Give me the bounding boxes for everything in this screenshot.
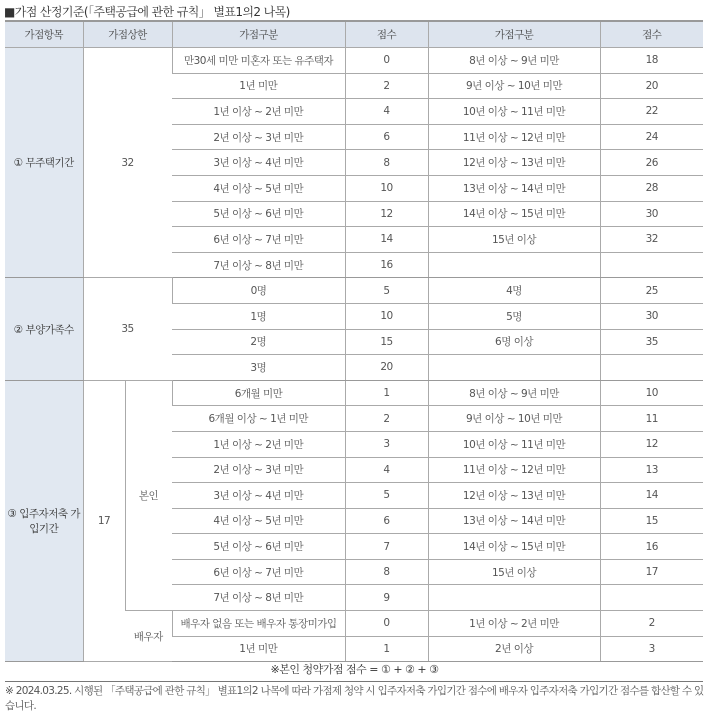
score-cell: 8 — [345, 150, 428, 176]
criteria-cell: 1년 이상 ~ 2년 미만 — [172, 431, 345, 457]
header-row — [5, 21, 703, 48]
score-2-cell: 25 — [600, 278, 703, 304]
criteria-2-cell: 15년 이상 — [428, 227, 600, 253]
criteria-2-cell: 9년 이상 ~ 10년 미만 — [428, 73, 600, 99]
table-row — [5, 278, 703, 304]
criteria-2-cell: 13년 이상 ~ 14년 미만 — [428, 175, 600, 201]
max-score: 17 — [83, 380, 125, 662]
criteria-cell: 2년 이상 ~ 3년 미만 — [172, 457, 345, 483]
score-2-cell: 30 — [600, 201, 703, 227]
header-criteria-2: 가점구분 — [428, 21, 600, 48]
criteria-2-cell: 5명 — [428, 303, 600, 329]
criteria-2-cell: 14년 이상 ~ 15년 미만 — [428, 534, 600, 560]
criteria-2-cell — [428, 252, 600, 278]
criteria-cell: 배우자 없음 또는 배우자 통장미가입 — [172, 611, 345, 637]
score-2-cell: 2 — [600, 611, 703, 637]
score-2-cell: 16 — [600, 534, 703, 560]
score-cell: 9 — [345, 585, 428, 611]
score-cell: 8 — [345, 559, 428, 585]
criteria-2-cell: 10년 이상 ~ 11년 미만 — [428, 431, 600, 457]
criteria-cell: 6년 이상 ~ 7년 미만 — [172, 559, 345, 585]
score-2-cell: 35 — [600, 329, 703, 355]
criteria-cell: 3년 이상 ~ 4년 미만 — [172, 150, 345, 176]
score-2-cell: 17 — [600, 559, 703, 585]
score-cell: 10 — [345, 303, 428, 329]
category-homeless-period: ① 무주택기간 — [5, 48, 83, 278]
formula: ※본인 청약가점 점수 = ① + ② + ③ — [270, 663, 439, 676]
criteria-cell: 1년 미만 — [172, 73, 345, 99]
score-cell: 15 — [345, 329, 428, 355]
score-cell: 0 — [345, 611, 428, 637]
criteria-2-cell: 1년 이상 ~ 2년 미만 — [428, 611, 600, 637]
criteria-cell: 0명 — [172, 278, 345, 304]
score-2-cell: 15 — [600, 508, 703, 534]
score-2-cell: 3 — [600, 636, 703, 662]
score-2-cell: 30 — [600, 303, 703, 329]
score-cell: 7 — [345, 534, 428, 560]
criteria-2-cell: 8년 이상 ~ 9년 미만 — [428, 48, 600, 74]
criteria-cell: 7년 이상 ~ 8년 미만 — [172, 252, 345, 278]
criteria-2-cell: 14년 이상 ~ 15년 미만 — [428, 201, 600, 227]
criteria-cell: 3년 이상 ~ 4년 미만 — [172, 483, 345, 509]
criteria-cell: 4년 이상 ~ 5년 미만 — [172, 508, 345, 534]
score-cell: 4 — [345, 457, 428, 483]
header-category: 가점항목 — [5, 21, 83, 48]
criteria-2-cell: 12년 이상 ~ 13년 미만 — [428, 483, 600, 509]
score-cell: 6 — [345, 124, 428, 150]
criteria-2-cell: 11년 이상 ~ 12년 미만 — [428, 457, 600, 483]
criteria-cell: 6개월 미만 — [172, 380, 345, 406]
score-2-cell — [600, 585, 703, 611]
score-cell: 1 — [345, 380, 428, 406]
criteria-2-cell: 4명 — [428, 278, 600, 304]
score-2-cell — [600, 252, 703, 278]
score-2-cell: 13 — [600, 457, 703, 483]
criteria-2-cell: 2년 이상 — [428, 636, 600, 662]
table-title: ■가점 산정기준(「주택공급에 관한 규칙」 별표1의2 나목) — [4, 5, 290, 19]
score-cell: 6 — [345, 508, 428, 534]
max-score: 35 — [83, 278, 172, 380]
score-cell: 1 — [345, 636, 428, 662]
score-cell: 0 — [345, 48, 428, 74]
score-cell: 5 — [345, 278, 428, 304]
criteria-2-cell: 12년 이상 ~ 13년 미만 — [428, 150, 600, 176]
criteria-cell: 3명 — [172, 355, 345, 381]
score-2-cell: 28 — [600, 175, 703, 201]
score-cell: 2 — [345, 406, 428, 432]
criteria-cell: 4년 이상 ~ 5년 미만 — [172, 175, 345, 201]
score-2-cell: 14 — [600, 483, 703, 509]
header-score-2: 점수 — [600, 21, 703, 48]
subcategory-spouse: 배우자 — [125, 611, 172, 662]
criteria-2-cell: 11년 이상 ~ 12년 미만 — [428, 124, 600, 150]
score-cell: 20 — [345, 355, 428, 381]
score-cell: 12 — [345, 201, 428, 227]
criteria-cell: 1명 — [172, 303, 345, 329]
score-2-cell: 24 — [600, 124, 703, 150]
criteria-cell: 2년 이상 ~ 3년 미만 — [172, 124, 345, 150]
max-score: 32 — [83, 48, 172, 278]
table-row — [5, 48, 703, 74]
score-cell: 2 — [345, 73, 428, 99]
criteria-cell: 2명 — [172, 329, 345, 355]
criteria-cell: 만30세 미만 미혼자 또는 유주택자 — [172, 48, 345, 74]
criteria-2-cell: 8년 이상 ~ 9년 미만 — [428, 380, 600, 406]
criteria-cell: 5년 이상 ~ 6년 미만 — [172, 201, 345, 227]
footnote: ※ 2024.03.25. 시행된 「주택공급에 관한 규칙」 별표1의2 나목에 따라 가점제 청약 시 입주자저축 가입기간 점수에 배우자 입주자저축 가입기간 점수를 합산할 수 있습니다. — [5, 685, 704, 712]
score-cell: 14 — [345, 227, 428, 253]
criteria-cell: 6개월 이상 ~ 1년 미만 — [172, 406, 345, 432]
header-score: 점수 — [345, 21, 428, 48]
score-2-cell: 32 — [600, 227, 703, 253]
score-2-cell: 11 — [600, 406, 703, 432]
score-2-cell: 20 — [600, 73, 703, 99]
header-criteria: 가점구분 — [172, 21, 345, 48]
criteria-2-cell: 9년 이상 ~ 10년 미만 — [428, 406, 600, 432]
criteria-2-cell: 6명 이상 — [428, 329, 600, 355]
header-max: 가점상한 — [83, 21, 172, 48]
score-cell: 10 — [345, 175, 428, 201]
criteria-2-cell: 15년 이상 — [428, 559, 600, 585]
divider — [5, 681, 703, 682]
score-cell: 4 — [345, 99, 428, 125]
criteria-cell: 1년 이상 ~ 2년 미만 — [172, 99, 345, 125]
criteria-2-cell — [428, 355, 600, 381]
category-savings-period: ③ 입주자저축 가입기간 — [5, 380, 83, 662]
score-2-cell: 22 — [600, 99, 703, 125]
criteria-cell: 1년 미만 — [172, 636, 345, 662]
score-cell: 3 — [345, 431, 428, 457]
criteria-2-cell: 10년 이상 ~ 11년 미만 — [428, 99, 600, 125]
score-criteria-table — [5, 20, 703, 662]
criteria-cell: 5년 이상 ~ 6년 미만 — [172, 534, 345, 560]
score-cell: 5 — [345, 483, 428, 509]
score-2-cell — [600, 355, 703, 381]
criteria-2-cell: 13년 이상 ~ 14년 미만 — [428, 508, 600, 534]
score-2-cell: 10 — [600, 380, 703, 406]
score-2-cell: 26 — [600, 150, 703, 176]
subcategory-self: 본인 — [125, 380, 172, 610]
criteria-cell: 6년 이상 ~ 7년 미만 — [172, 227, 345, 253]
score-2-cell: 18 — [600, 48, 703, 74]
category-dependents: ② 부양가족수 — [5, 278, 83, 380]
score-cell: 16 — [345, 252, 428, 278]
criteria-cell: 7년 이상 ~ 8년 미만 — [172, 585, 345, 611]
score-2-cell: 12 — [600, 431, 703, 457]
table-row — [5, 380, 703, 406]
criteria-2-cell — [428, 585, 600, 611]
